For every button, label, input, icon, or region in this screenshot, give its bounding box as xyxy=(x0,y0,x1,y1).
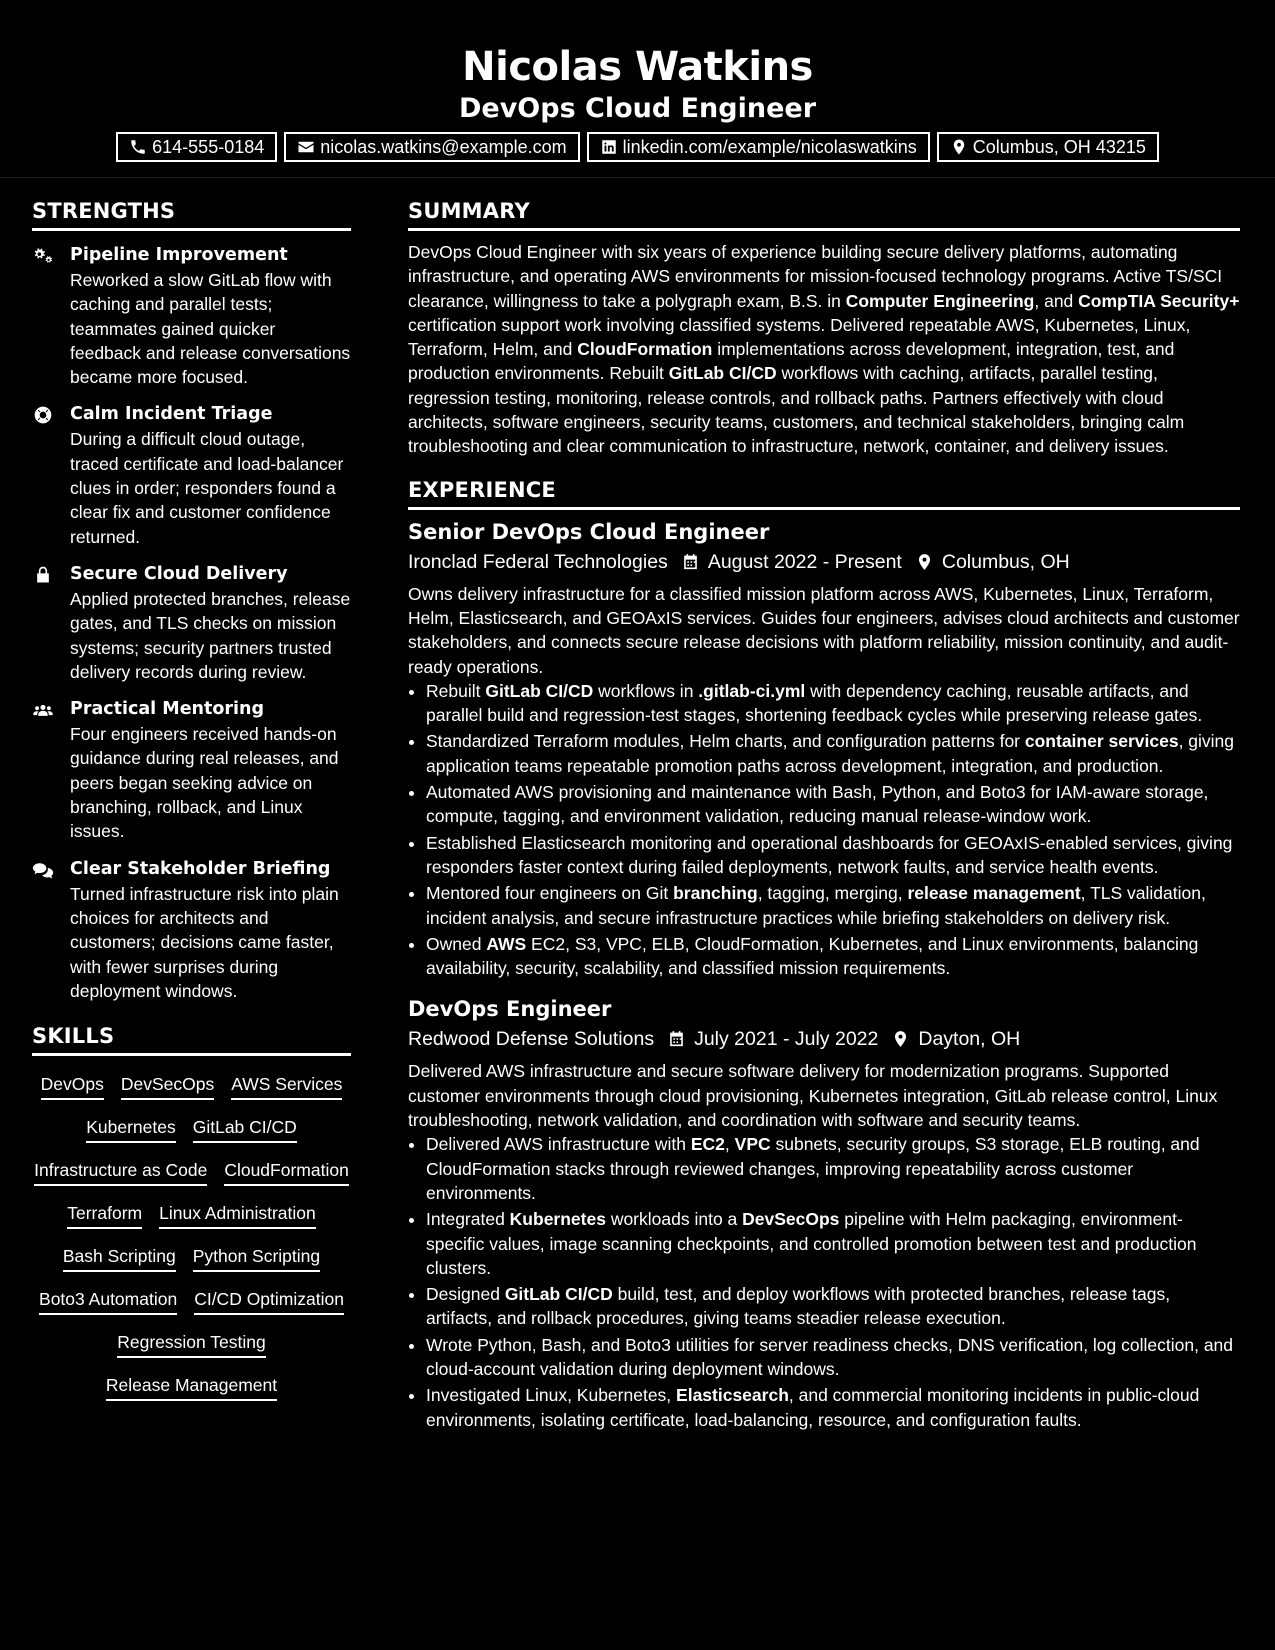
job-dates: August 2022 - Present xyxy=(707,550,902,573)
body-text: Established Elasticsearch monitoring and operational dashboards for GEOAxIS-enabled services, giving responders faster context during failed deployments, network faults, and service health events. xyxy=(426,832,1233,877)
contact-location[interactable] xyxy=(937,132,1159,162)
job-bullet xyxy=(426,881,1240,930)
skill-tag: DevOps xyxy=(41,1072,104,1100)
map-pin-icon xyxy=(915,552,934,572)
body-text: EC2, S3, VPC, ELB, CloudFormation, Kubernetes, and Linux environments, balancing availability, security, scalability, and classified mission requirements. xyxy=(426,933,1199,979)
emphasis-text: Computer Engineering xyxy=(845,290,1035,311)
body-text: certification support work involving classified systems. Delivered repeatable AWS, Kubernetes, Linux, Terraform, Helm, and xyxy=(408,314,1191,360)
gears-icon xyxy=(32,246,54,266)
lock-icon xyxy=(32,565,54,585)
emphasis-text: container services xyxy=(1024,731,1179,752)
strength-title: Clear Stakeholder Briefing xyxy=(70,858,331,879)
calendar-icon xyxy=(681,552,700,572)
skill-tag: Kubernetes xyxy=(86,1115,176,1143)
job-dates: July 2021 - July 2022 xyxy=(694,1028,879,1051)
body-text: implementations across development, integration, test, and production environments. Rebuilt xyxy=(408,339,1175,384)
strength-item xyxy=(32,402,351,548)
body-text: subnets, security groups, S3 storage, ELB routing, and CloudFormation stacks through reviewed changes, improving repeatability across customer environments. xyxy=(426,1134,1200,1203)
summary-heading: SUMMARY xyxy=(408,196,1240,231)
job-company: Redwood Defense Solutions xyxy=(408,1028,655,1051)
strength-desc: During a difficult cloud outage, traced certificate and load-balancer clues in order; responders found a clear fix and customer confidence returned. xyxy=(70,429,344,547)
job-bullet xyxy=(426,679,1240,728)
skill-tag: DevSecOps xyxy=(121,1072,214,1100)
users-icon xyxy=(32,700,54,720)
strength-desc: Applied protected branches, release gates, and TLS checks on mission systems; security partners trusted delivery records during review. xyxy=(70,588,351,682)
candidate-name: Nicolas Watkins xyxy=(462,44,813,90)
job-bullet xyxy=(426,729,1240,778)
contact-email-text: nicolas.watkins@example.com xyxy=(320,136,567,157)
emphasis-text: DevSecOps xyxy=(742,1209,840,1230)
emphasis-text: GitLab CI/CD xyxy=(504,1284,613,1305)
skill-tag: Linux Administration xyxy=(159,1201,316,1229)
emphasis-text: Kubernetes xyxy=(509,1209,606,1230)
job-bullet xyxy=(426,1333,1240,1382)
contact-phone[interactable] xyxy=(116,132,277,162)
skills-heading: SKILLS xyxy=(32,1021,351,1056)
body-text: workflows in xyxy=(593,680,699,701)
skill-tag: CI/CD Optimization xyxy=(194,1287,344,1315)
job-description: Owns delivery infrastructure for a classified mission platform across AWS, Kubernetes, Linux, Terraform, Helm, Elasticsearch, and GEOAxIS services. Guides four engineers, advises cloud architects and customer stakeholders, and connects secure release decisions with platform reliability, mission continuity, and audit-ready operations. xyxy=(408,583,1240,677)
strength-desc: Four engineers received hands-on guidance during real releases, and peers began seeking advice on branching, rollback, and Linux issues. xyxy=(70,724,339,842)
contact-location-text: Columbus, OH 43215 xyxy=(972,136,1146,157)
strength-title: Pipeline Improvement xyxy=(70,245,288,265)
envelope-icon xyxy=(297,138,315,156)
body-text: , TLS validation, incident analysis, and secure infrastructure practices while briefing stakeholders on delivery risk. xyxy=(426,883,1206,928)
skill-tag: Release Management xyxy=(106,1373,277,1401)
body-text: , and xyxy=(1034,290,1079,311)
job-location: Columbus, OH xyxy=(941,550,1070,573)
skill-tag: Infrastructure as Code xyxy=(34,1158,207,1186)
emphasis-text: GitLab CI/CD xyxy=(485,680,594,701)
contact-bar xyxy=(0,132,1275,162)
job-bullets xyxy=(408,679,1240,981)
body-text: with dependency caching, reusable artifacts, and parallel build and regression-test stages, shortening feedback cycles while preserving release gates. xyxy=(426,680,1203,726)
job-meta xyxy=(408,1024,1240,1054)
job-location: Dayton, OH xyxy=(918,1028,1021,1051)
job-bullet xyxy=(426,1383,1240,1432)
strength-title: Secure Cloud Delivery xyxy=(70,563,288,584)
job-bullet xyxy=(426,932,1240,981)
strength-title: Practical Mentoring xyxy=(70,699,265,720)
emphasis-text: branching xyxy=(673,883,758,904)
left-column xyxy=(32,196,351,1401)
body-text: Automated AWS provisioning and maintenance with Bash, Python, and Boto3 for IAM-aware storage, compute, tagging, and environment validation, reducing manual release-window work. xyxy=(426,782,1209,827)
body-text: , xyxy=(724,1134,735,1155)
strength-item xyxy=(32,857,351,1003)
body-text: Designed xyxy=(426,1284,505,1305)
contact-linkedin[interactable] xyxy=(587,132,930,162)
body-text: build, test, and deploy workflows with protected branches, release tags, artifacts, and rollback procedures, giving teams steadier release execution. xyxy=(426,1284,1171,1329)
skill-tag: GitLab CI/CD xyxy=(193,1115,297,1143)
strength-item xyxy=(32,562,351,684)
contact-linkedin-text: linkedin.com/example/nicolaswatkins xyxy=(622,136,917,157)
skill-tag: Boto3 Automation xyxy=(39,1287,177,1315)
contact-phone-text: 614-555-0184 xyxy=(152,136,265,157)
candidate-title: DevOps Cloud Engineer xyxy=(458,93,817,124)
job-title: Senior DevOps Cloud Engineer xyxy=(408,519,770,544)
emphasis-text: VPC xyxy=(734,1134,771,1155)
body-text: Delivered AWS infrastructure with xyxy=(426,1134,691,1155)
emphasis-text: Elasticsearch xyxy=(676,1385,789,1406)
job-company: Ironclad Federal Technologies xyxy=(408,550,668,573)
emphasis-text: AWS xyxy=(486,933,527,954)
job-entry xyxy=(408,517,1240,981)
comments-icon xyxy=(32,860,54,880)
job-bullet xyxy=(426,1282,1240,1331)
body-text: , tagging, merging, xyxy=(757,883,908,904)
summary-text xyxy=(408,240,1240,459)
body-text: Standardized Terraform modules, Helm charts, and configuration patterns for xyxy=(426,731,1025,752)
phone-icon xyxy=(129,138,147,156)
body-text: , giving application teams repeatable promotion paths across development, integration, and production. xyxy=(426,731,1235,776)
job-description: Delivered AWS infrastructure and secure software delivery for modernization programs. Supported customer environments through cloud provisioning, Kubernetes integration, GitLab release control, Linux troubleshooting, network validation, and coordination with software and security teams. xyxy=(408,1061,1218,1131)
resume-header xyxy=(0,0,1275,178)
emphasis-text: GitLab CI/CD xyxy=(668,363,777,384)
strengths-heading: STRENGTHS xyxy=(32,196,351,231)
experience-heading: EXPERIENCE xyxy=(408,475,1240,510)
body-text: Wrote Python, Bash, and Boto3 utilities for server readiness checks, DNS verification, log collection, and cloud-account validation during deployment windows. xyxy=(426,1334,1234,1379)
right-column xyxy=(408,196,1240,1434)
emphasis-text: EC2 xyxy=(690,1134,725,1155)
strength-item xyxy=(32,243,351,389)
body-text: DevOps Cloud Engineer with six years of experience building secure delivery platforms, automating infrastructure, and operating AWS environments for mission-focused technology programs. Active TS/SCI clearance, willingness to take a polygraph exam, B.S. in xyxy=(408,242,1223,311)
map-pin-icon xyxy=(950,138,968,156)
skill-tag: AWS Services xyxy=(231,1072,342,1100)
skill-tag: Terraform xyxy=(67,1201,142,1229)
emphasis-text: release management xyxy=(907,883,1081,904)
job-bullets xyxy=(408,1132,1240,1432)
job-meta xyxy=(408,547,1240,577)
job-bullet xyxy=(426,1207,1240,1280)
body-text: workflows with caching, artifacts, parallel testing, regression testing, monitoring, release controls, and rollback paths. Partners effectively with cloud architects, software engineers, security teams, customers, and technical stakeholders, bringing calm troubleshooting and clear communication to infrastructure, network, container, and delivery issues. xyxy=(408,363,1185,457)
job-bullet xyxy=(426,780,1240,829)
map-pin-icon xyxy=(891,1029,910,1049)
body-text: Mentored four engineers on Git xyxy=(426,883,674,904)
life-ring-icon xyxy=(32,405,54,425)
body-text: Rebuilt xyxy=(426,680,486,701)
body-text: Owned xyxy=(426,933,487,954)
skill-tag: Regression Testing xyxy=(117,1330,266,1358)
body-text: , and commercial monitoring incidents in public-cloud environments, isolating certificate, load-balancing, resource, and configuration faults. xyxy=(426,1385,1200,1430)
emphasis-text: CloudFormation xyxy=(577,339,713,360)
body-text: Investigated Linux, Kubernetes, xyxy=(426,1385,677,1406)
job-bullet xyxy=(426,831,1240,880)
body-text: Integrated xyxy=(426,1209,510,1230)
emphasis-text: CompTIA Security+ xyxy=(1078,290,1240,311)
linkedin-icon xyxy=(600,138,618,156)
body-text: pipeline with Helm packaging, environment-specific values, image scanning checkpoints, and controlled promotion between test and production clusters. xyxy=(426,1209,1197,1278)
strength-title: Calm Incident Triage xyxy=(70,404,273,425)
calendar-icon xyxy=(667,1029,686,1049)
skill-tag: Python Scripting xyxy=(193,1244,320,1272)
contact-email[interactable] xyxy=(284,132,579,162)
job-bullet xyxy=(426,1132,1240,1205)
emphasis-text: .gitlab-ci.yml xyxy=(698,680,806,701)
job-entry xyxy=(408,994,1240,1431)
body-text: workloads into a xyxy=(605,1209,743,1230)
strengths-list xyxy=(32,243,351,1003)
strength-desc: Turned infrastructure risk into plain choices for architects and customers; decisions came faster, with fewer surprises during deployment windows. xyxy=(70,883,339,1001)
strength-desc: Reworked a slow GitLab flow with caching and parallel tests; teammates gained quicker feedback and release conversations became more focused. xyxy=(70,270,351,388)
skill-tag: CloudFormation xyxy=(224,1158,349,1186)
job-title: DevOps Engineer xyxy=(408,997,612,1022)
skills-list xyxy=(32,1072,351,1401)
skill-tag: Bash Scripting xyxy=(63,1244,176,1272)
strength-item xyxy=(32,697,351,843)
